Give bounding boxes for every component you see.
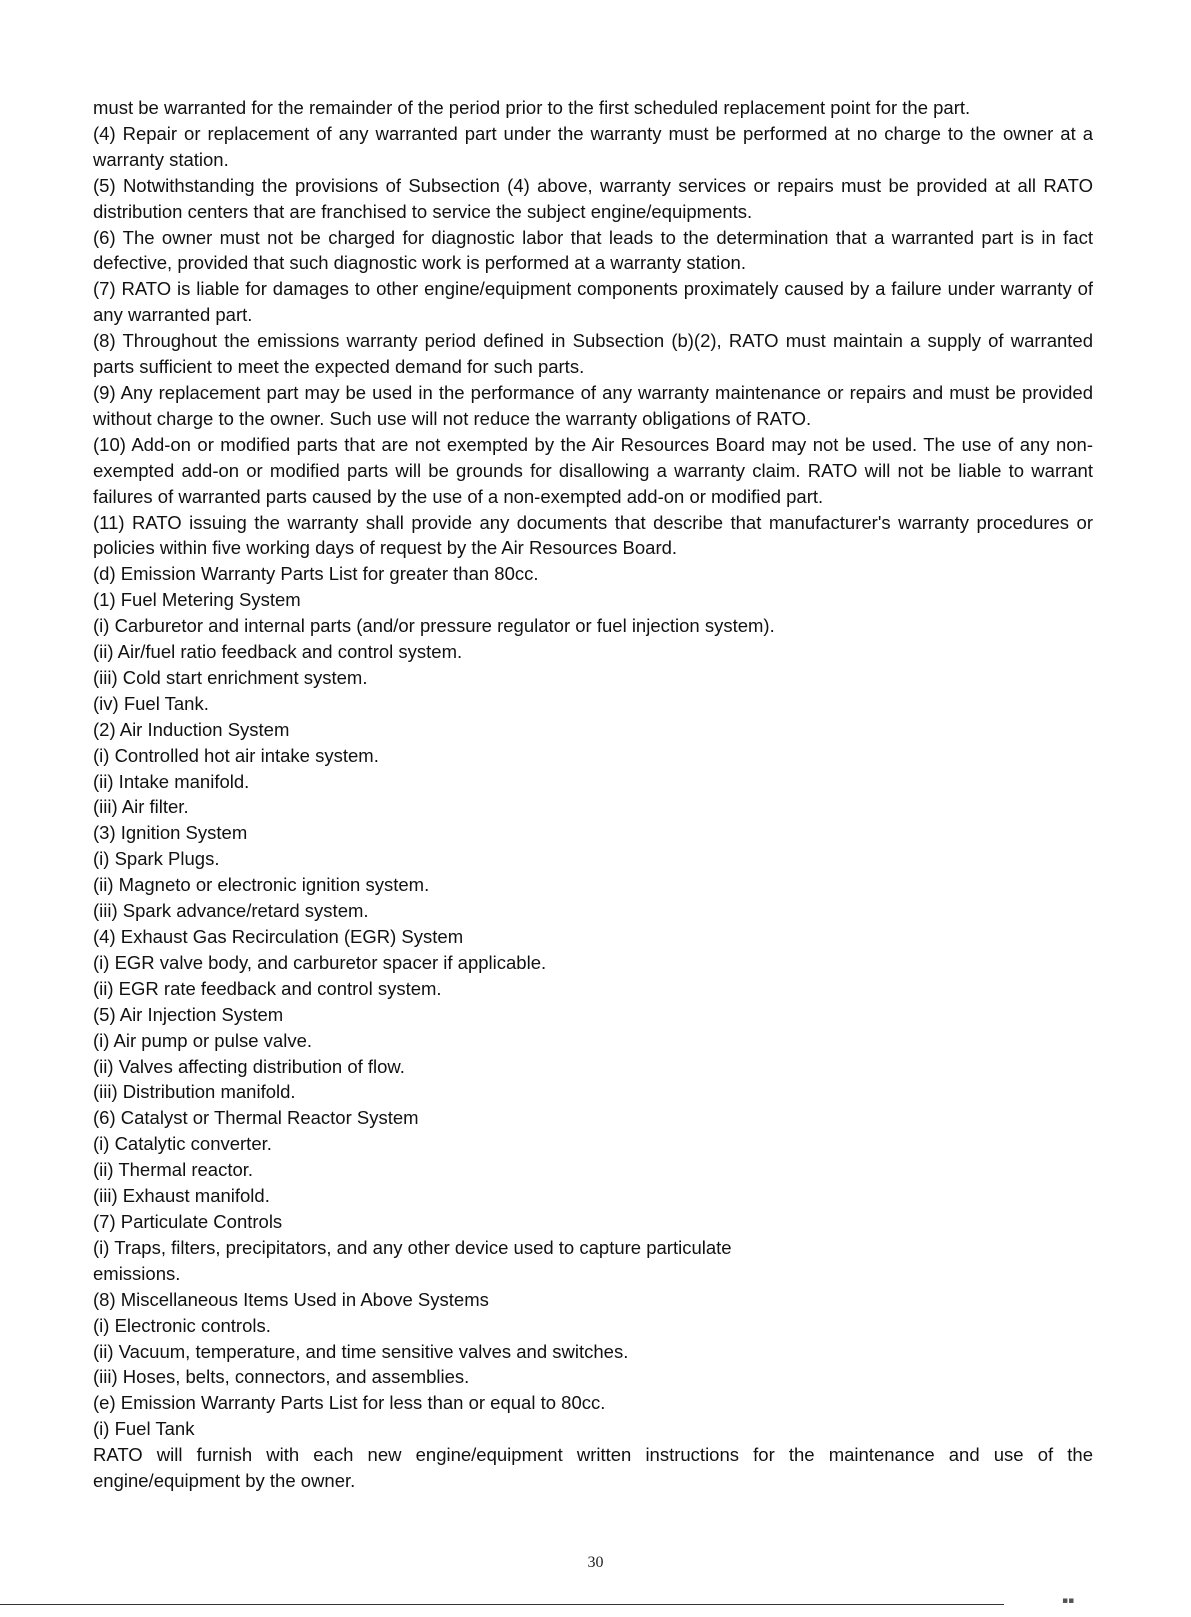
paragraph: (9) Any replacement part may be used in the performance of any warranty maintenance or repairs and must be provided without charge to the owner. Such use will not reduce the warranty obligations of RATO. [93, 381, 1093, 429]
section-heading: (e) Emission Warranty Parts List for less than or equal to 80cc. [93, 1392, 606, 1414]
list-item: (ii) EGR rate feedback and control system. [93, 977, 442, 999]
list-item: (ii) Valves affecting distribution of flow. [93, 1055, 405, 1077]
list-item: (5) Air Injection System [93, 1003, 284, 1025]
list-item: (ii) Magneto or electronic ignition system. [93, 874, 430, 896]
list-item: (i) Traps, filters, precipitators, and any other device used to capture particulate [93, 1236, 732, 1258]
paragraph: (8) Throughout the emissions warranty period defined in Subsection (b)(2), RATO must maintain a supply of warranted parts sufficient to meet the expected demand for such parts. [93, 330, 1093, 378]
list-item: (i) EGR valve body, and carburetor spacer if applicable. [93, 951, 547, 973]
body-text [93, 95, 1093, 1494]
list-item: (i) Controlled hot air intake system. [93, 744, 379, 766]
list-item: (1) Fuel Metering System [93, 589, 301, 611]
list-item: (i) Catalytic converter. [93, 1133, 272, 1155]
list-item: (ii) Thermal reactor. [93, 1159, 254, 1181]
list-item: (ii) Air/fuel ratio feedback and control system. [93, 641, 463, 663]
list-item: (6) Catalyst or Thermal Reactor System [93, 1107, 419, 1129]
paragraph: RATO will furnish with each new engine/equipment written instructions for the maintenance and use of the engine/equipment by the owner. [93, 1444, 1093, 1492]
paragraph: (6) The owner must not be charged for diagnostic labor that leads to the determination that a warranted part is in fact defective, provided that such diagnostic work is performed at a warranty station. [93, 226, 1093, 274]
list-item: (iii) Spark advance/retard system. [93, 900, 369, 922]
list-item: (8) Miscellaneous Items Used in Above Systems [93, 1288, 489, 1310]
paragraph: must be warranted for the remainder of the period prior to the first scheduled replacement point for the part. [93, 97, 971, 118]
paragraph: (4) Repair or replacement of any warranted part under the warranty must be performed at no charge to the owner at a warranty station. [93, 122, 1093, 170]
list-item: (ii) Intake manifold. [93, 770, 250, 792]
paragraph: (11) RATO issuing the warranty shall provide any documents that describe that manufacturer's warranty procedures or policies within five working days of request by the Air Resources Board. [93, 511, 1093, 559]
list-item: (7) Particulate Controls [93, 1210, 283, 1232]
list-item: (i) Carburetor and internal parts (and/or pressure regulator or fuel injection system). [93, 615, 775, 637]
paragraph: (5) Notwithstanding the provisions of Subsection (4) above, warranty services or repairs must be provided at all RATO distribution centers that are franchised to service the subject engine/equipments. [93, 174, 1093, 222]
footer-divider [0, 1604, 1004, 1605]
list-item: (iii) Exhaust manifold. [93, 1185, 270, 1207]
list-item: (i) Air pump or pulse valve. [93, 1029, 313, 1051]
list-item: (iii) Hoses, belts, connectors, and assemblies. [93, 1366, 470, 1388]
list-item: (i) Spark Plugs. [93, 848, 220, 870]
list-item: (ii) Vacuum, temperature, and time sensitive valves and switches. [93, 1340, 629, 1362]
list-item: (iii) Distribution manifold. [93, 1081, 296, 1103]
list-item: (iii) Air filter. [93, 796, 189, 818]
list-item: (3) Ignition System [93, 822, 248, 844]
list-item: (i) Fuel Tank [93, 1418, 195, 1440]
paragraph: (10) Add-on or modified parts that are not exempted by the Air Resources Board may not be used. The use of any non-exempted add-on or modified parts will be grounds for disallowing a warranty claim. RATO will not be liable to warrant failures of warranted parts caused by the use of a non-exempted add-on or modified part. [93, 433, 1093, 507]
scan-mark-icon: ▪▪ [1062, 1596, 1075, 1606]
list-item: emissions. [93, 1262, 181, 1284]
list-item: (i) Electronic controls. [93, 1314, 271, 1336]
list-item: (2) Air Induction System [93, 718, 290, 740]
list-item: (iii) Cold start enrichment system. [93, 666, 368, 688]
section-heading: (d) Emission Warranty Parts List for greater than 80cc. [93, 563, 539, 585]
list-item: (iv) Fuel Tank. [93, 692, 209, 714]
page-number: 30 [587, 1554, 604, 1571]
list-item: (4) Exhaust Gas Recirculation (EGR) System [93, 926, 464, 947]
paragraph: (7) RATO is liable for damages to other engine/equipment components proximately caused by a failure under warranty of any warranted part. [93, 278, 1093, 326]
